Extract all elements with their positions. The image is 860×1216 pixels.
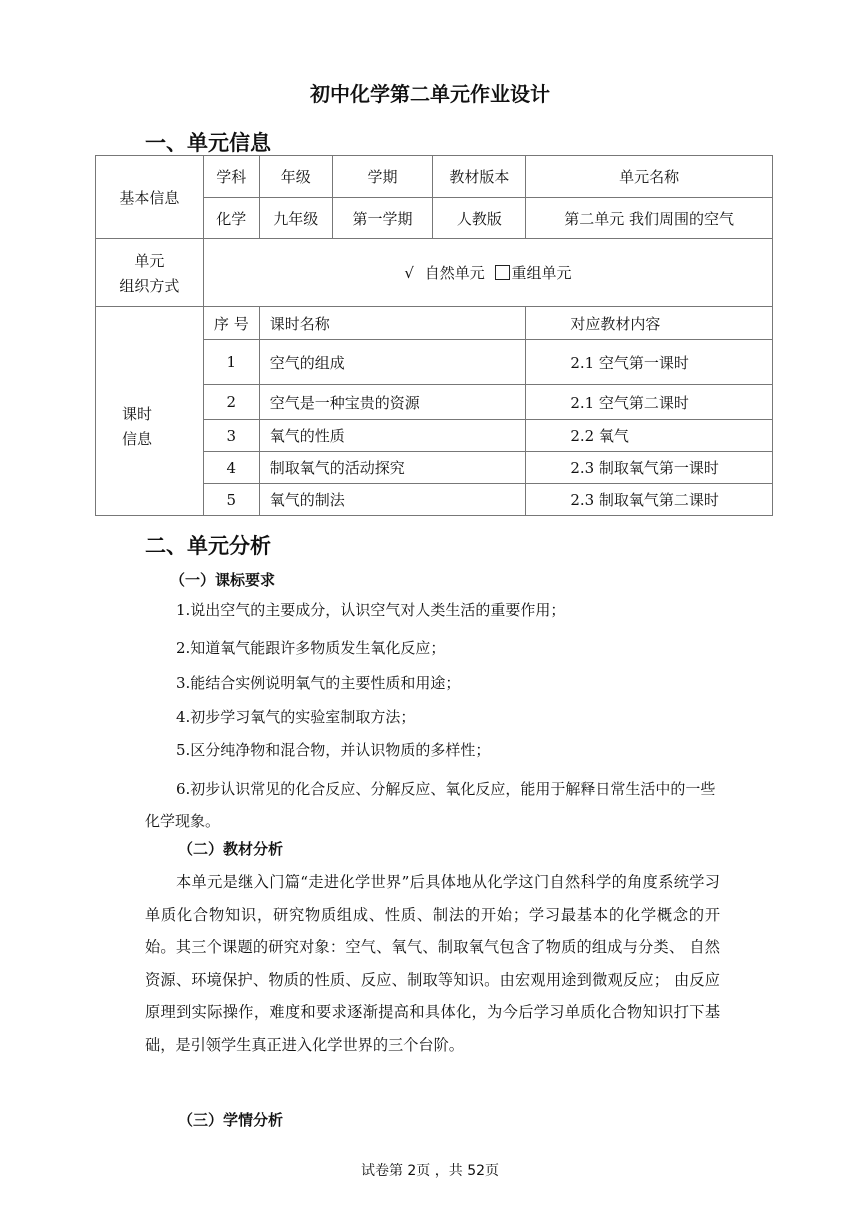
value-subject: 化学 <box>203 198 259 239</box>
lesson-content: 2.1 空气第一课时 <box>526 340 773 385</box>
option-recombined-unit: 重组单元 <box>511 264 572 282</box>
lesson-name: 空气的组成 <box>259 340 526 385</box>
lesson-content: 2.3 制取氧气第二课时 <box>526 484 773 516</box>
lesson-no: 3 <box>203 420 259 452</box>
header-grade: 年级 <box>259 156 332 198</box>
lesson-name: 制取氧气的活动探究 <box>259 452 526 484</box>
value-unit-name: 第二单元 我们周围的空气 <box>526 198 773 239</box>
value-grade: 九年级 <box>259 198 332 239</box>
header-term: 学期 <box>332 156 433 198</box>
org-method-options <box>203 239 772 307</box>
check-icon: √ <box>404 264 414 282</box>
org-method-label <box>96 239 204 307</box>
lesson-name: 氧气的性质 <box>259 420 526 452</box>
lesson-content: 2.2 氧气 <box>526 420 773 452</box>
lesson-no: 4 <box>203 452 259 484</box>
requirement-item: 1.说出空气的主要成分，认识空气对人类生活的重要作用； <box>176 601 566 619</box>
requirement-item: 4.初步学习氧气的实验室制取方法； <box>176 708 416 726</box>
section-heading-unit-analysis: 二、单元分析 <box>145 534 271 558</box>
lesson-name: 氧气的制法 <box>259 484 526 516</box>
header-unit-name: 单元名称 <box>526 156 773 198</box>
lesson-label-line2: 信息 <box>122 430 153 448</box>
textbook-analysis-paragraph: 本单元是继入门篇“走进化学世界”后具体地从化学这门自然科学的角度系统学习单质化合物知识，研究物质组成、性质、制法的开始；学习最基本的化学概念的开始。其三个课题的研究对象：空气、氧气、制取氧气包含了物质的组成与分类、 自然资源、环境保护、物质的性质、反应、制取等知识。由宏观用途到微观反应； 由反应原理到实际操作，难度和要求逐渐提高和具体化，为今后学习单质化合物知识打下基础，是引领学生真正进入化学世界的三个台阶。 <box>145 873 720 1054</box>
lesson-header-content: 对应教材内容 <box>526 307 773 340</box>
lesson-name: 空气是一种宝贵的资源 <box>259 385 526 420</box>
requirement-item: 6.初步认识常见的化合反应、分解反应、氧化反应，能用于解释日常生活中的一些化学现象。 <box>145 780 716 830</box>
requirement-item: 2.知道氧气能跟许多物质发生氧化反应； <box>176 639 446 657</box>
unit-info-table <box>95 155 773 516</box>
value-textbook: 人教版 <box>433 198 526 239</box>
empty-checkbox-icon <box>495 265 510 280</box>
lesson-header-name: 课时名称 <box>259 307 526 340</box>
subheading-student-analysis: （三）学情分析 <box>178 1111 284 1129</box>
value-term: 第一学期 <box>332 198 433 239</box>
page-footer: 试卷第 2页 ，共 52页 <box>360 1163 500 1179</box>
lesson-header-no: 序 号 <box>203 307 259 340</box>
lesson-label-line1: 课时 <box>122 405 153 423</box>
header-textbook: 教材版本 <box>433 156 526 198</box>
lesson-info-label <box>96 307 204 516</box>
org-label-line1: 单元 <box>134 251 165 270</box>
document-title: 初中化学第二单元作业设计 <box>310 82 550 106</box>
basic-info-label: 基本信息 <box>96 156 204 239</box>
lesson-content: 2.3 制取氧气第一课时 <box>526 452 773 484</box>
requirement-item: 5.区分纯净物和混合物，并认识物质的多样性； <box>176 741 491 759</box>
subheading-curriculum-requirements: （一）课标要求 <box>170 571 276 589</box>
lesson-no: 5 <box>203 484 259 516</box>
option-natural-unit: 自然单元 <box>424 264 485 282</box>
subheading-textbook-analysis: （二）教材分析 <box>178 840 284 858</box>
section-heading-unit-info: 一、单元信息 <box>145 131 271 155</box>
header-subject: 学科 <box>203 156 259 198</box>
lesson-no: 1 <box>203 340 259 385</box>
lesson-content: 2.1 空气第二课时 <box>526 385 773 420</box>
lesson-no: 2 <box>203 385 259 420</box>
org-label-line2: 组织方式 <box>119 276 180 295</box>
requirement-item: 3.能结合实例说明氧气的主要性质和用途； <box>176 674 461 692</box>
